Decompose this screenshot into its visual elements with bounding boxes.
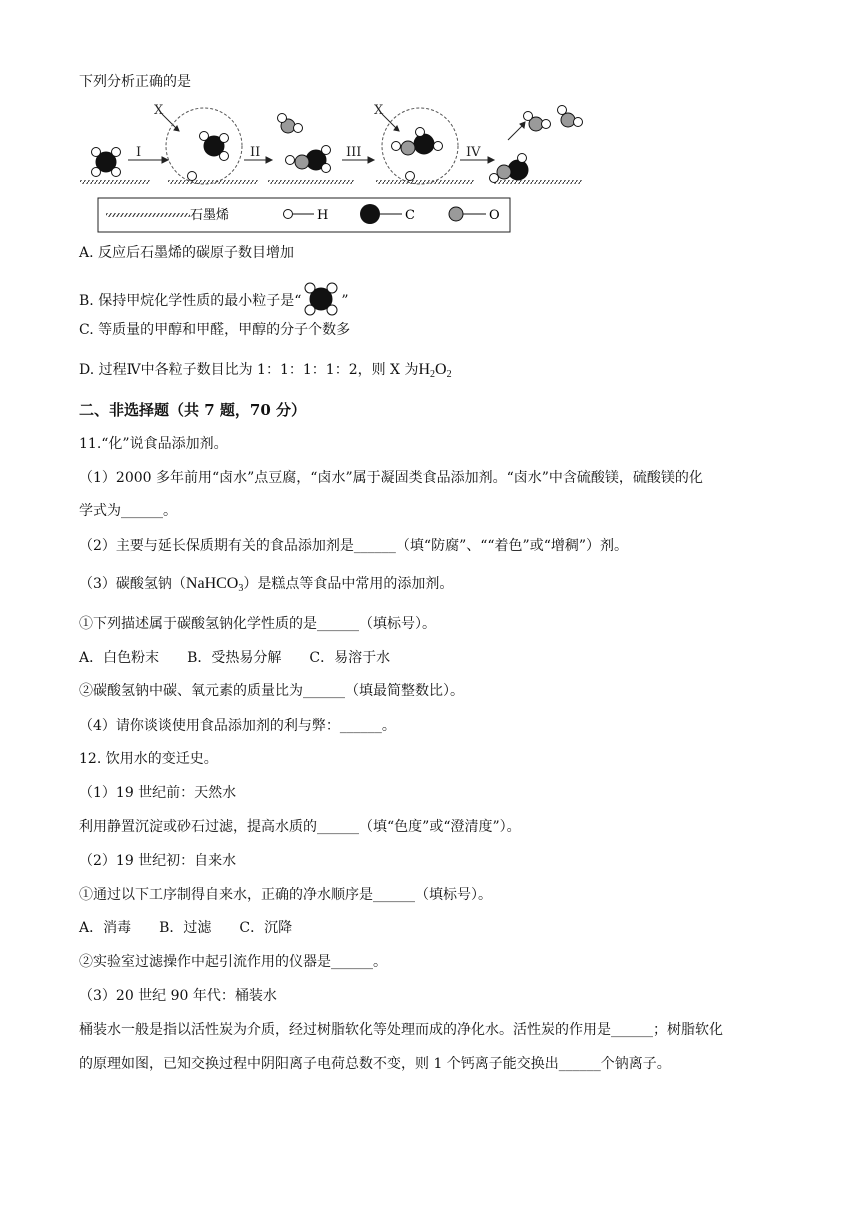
nahco3-formula [186,575,243,592]
q11-p1-line1: （1）2000 多年前用“卤水”点豆腐，“卤水”属于凝固类食品添加剂。“卤水”中含硫酸镁，硫酸镁的化 [79,470,703,486]
q11-p1-line2: 学式为______。 [79,503,177,519]
graphene-surfaces [80,180,582,184]
q10-option-b-text: B. 保持甲烷化学性质的最小粒子是“ [79,293,302,309]
formula-h: H [418,361,431,378]
h2o2-formula [418,361,451,378]
q12-p2-q1: ①通过以下工序制得自来水，正确的净水顺序是______（填标号）。 [79,887,492,903]
q11-p3-choices: A．白色粉末 B．受热易分解 C．易溶于水 [79,650,391,666]
formula-o: O [435,361,447,378]
step-label-4: IV [466,145,481,160]
q12-p1-head: （1）19 世纪前：天然水 [79,785,237,801]
diagram-legend [98,198,510,232]
q12-title: 12. 饮用水的变迁史。 [79,751,218,767]
q11-p3-post: ）是糕点等食品中常用的添加剂。 [243,576,454,592]
q10-option-a: A. 反应后石墨烯的碳原子数目增加 [79,245,295,261]
q12-p3-line2: 的原理如图，已知交换过程中阴阳离子电荷总数不变，则 1 个钙离子能交换出______个钠离子。 [79,1056,671,1072]
formula-nahco: NaHCO [185,575,239,592]
step-label-3: III [346,145,362,160]
q10-intro: 下列分析正确的是 [79,74,191,90]
formula-sub2: 2 [446,369,452,380]
q12-p2-choices: A．消毒 B．过滤 C．沉降 [79,920,293,936]
q10-option-b [79,281,349,317]
step-label-2: II [250,145,261,160]
q10-option-b-close: ” [341,293,349,309]
q10-option-d-text: D. 过程Ⅳ中各粒子数目比为 1：1：1：1：2，则 X 为 [79,362,419,378]
formula-sub1: 2 [430,369,436,380]
molecules-step4 [490,106,583,183]
q11-p3-q2: ②碳酸氢钠中碳、氧元素的质量比为______（填最简整数比）。 [79,683,464,699]
methane-molecule [92,148,121,177]
reagent-label-1: X [154,103,164,118]
section-2-title: 二、非选择题（共 7 题，70 分） [79,401,306,419]
q12-p2-head: （2）19 世纪初：自来水 [79,853,237,869]
q11-p2: （2）主要与延长保质期有关的食品添加剂是______（填“防腐”、““着色”或“增稠”）剂。 [79,538,629,554]
q11-p3-q1: ①下列描述属于碳酸氢钠化学性质的是______（填标号）。 [79,616,436,632]
methane-icon [301,281,341,317]
legend-carbon: C [405,208,415,223]
q11-p3-pre: （3）碳酸氢钠（ [79,576,186,592]
molecules-step3 [392,128,443,181]
q12-p1-text: 利用静置沉淀或砂石过滤，提高水质的______（填“色度”或“澄清度”）。 [79,819,521,835]
reagent-label-2: X [374,103,384,118]
q12-p3-head: （3）20 世纪 90 年代：桶装水 [79,988,277,1004]
q11-title: 11.“化”说食品添加剂。 [79,436,228,452]
q12-p2-q2: ②实验室过滤操作中起引流作用的仪器是______。 [79,954,387,970]
graphene-reaction-diagram [76,98,596,238]
step-label-1: I [136,145,142,160]
formula-sub3: 3 [238,583,244,594]
q10-option-c: C. 等质量的甲醇和甲醛，甲醇的分子个数多 [79,322,351,338]
legend-graphene: 石墨烯 [190,208,230,223]
adsorbed-methane [188,132,229,181]
q10-option-d [79,360,452,385]
legend-oxygen: O [489,208,500,223]
q12-p3-line1: 桶装水一般是指以活性炭为介质，经过树脂软化等处理而成的净化水。活性炭的作用是______；树脂软化 [79,1022,723,1038]
molecules-step2 [278,114,331,173]
q11-p4: （4）请你谈谈使用食品添加剂的利与弊：______。 [79,718,396,734]
q11-p3 [79,574,453,599]
legend-hydrogen: H [317,208,329,223]
